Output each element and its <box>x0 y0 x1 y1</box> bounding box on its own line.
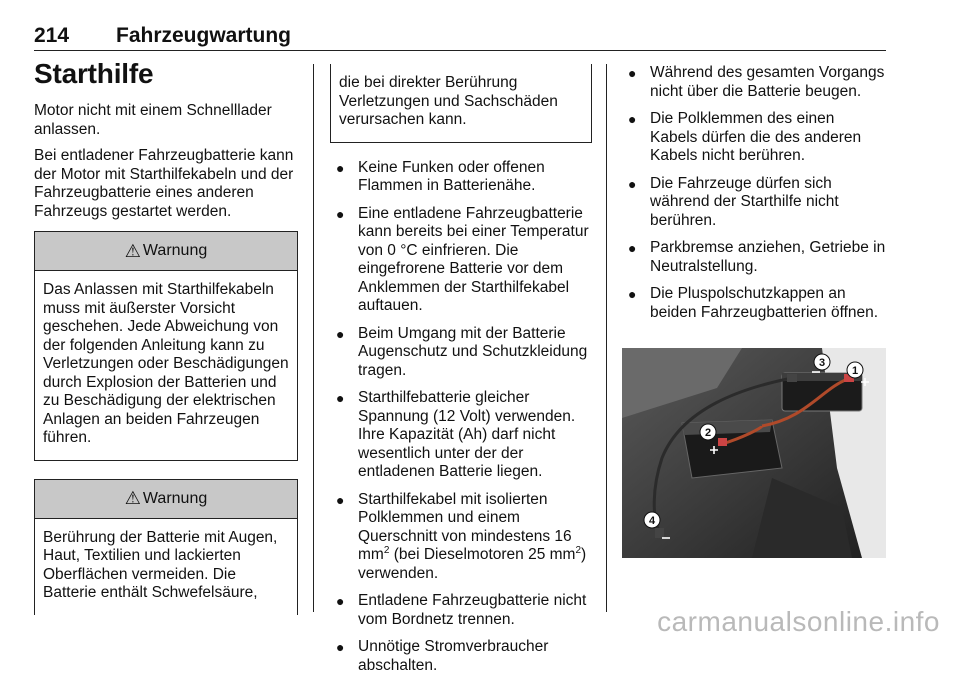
warning-header <box>35 480 297 519</box>
warning-header <box>35 232 297 271</box>
bullet-icon: ● <box>336 325 345 342</box>
warning-box <box>34 479 298 615</box>
list-item: ● Starthilfekabel mit isolierten Polklemmen und einem Querschnitt von mindestens 16 $mm^2$ (bei Dieselmotoren 25 $mm^2$) verwenden. <box>336 490 587 582</box>
bullet-icon: ● <box>336 593 345 609</box>
warning-text: Das Anlassen mit Starthilfekabeln muss mit äußerster Vorsicht geschehen. Jede Abweichung von der folgenden Anleitung kann zu Verletzungen oder Beschädigungen durch Explosion der Batterien und zu Beschädigung der elektrischen Anlagen an beiden Fahrzeugen führen. <box>43 281 289 446</box>
paragraph: Motor nicht mit einem Schnelllader anlassen. <box>34 102 272 138</box>
page-header <box>34 24 886 51</box>
bullet-icon: ● <box>628 240 637 256</box>
bullet-list <box>330 159 592 676</box>
jump-start-illustration <box>622 348 886 558</box>
page-number: 214 <box>34 24 70 47</box>
callout-3: 3 <box>818 357 826 369</box>
warning-box <box>34 231 298 461</box>
bullet-icon: ● <box>336 205 345 222</box>
bullet-icon: ● <box>336 390 345 406</box>
warning-icon: ⚠ <box>124 488 141 508</box>
bullet-icon: ● <box>628 286 637 302</box>
list-item: ● Starthilfebatterie gleicher Spannung (12 Volt) verwenden. Ihre Kapazität (Ah) darf nicht wesentlich unter der der entladenen Batterie liegen. <box>336 389 576 480</box>
callout-4: 4 <box>648 515 656 527</box>
list-item: ● Beim Umgang mit der Batterie Augenschutz und Schutzkleidung tragen. <box>336 324 588 379</box>
list-item: ● Die Fahrzeuge dürfen sich während der Starthilfe nicht berühren. <box>628 174 839 229</box>
bullet-icon: ● <box>628 65 637 81</box>
bullet-icon: ● <box>628 111 637 127</box>
paragraph: Bei entladener Fahrzeugbatterie kann der Motor mit Starthilfekabeln und der Fahrzeugbatterie eines anderen Fahrzeugs gestartet werden. <box>34 147 294 220</box>
list-item: ● Während des gesamten Vorgangs nicht über die Batterie beugen. <box>628 64 885 100</box>
column-3 <box>622 64 886 331</box>
bullet-icon: ● <box>336 159 345 176</box>
bullet-icon: ● <box>628 175 637 192</box>
list-item: ● Parkbremse anziehen, Getriebe in Neutralstellung. <box>628 239 886 275</box>
list-item: ● Eine entladene Fahrzeugbatterie kann bereits bei einer Temperatur von 0 °C einfrieren. Die eingefrorene Batterie vor dem Anklemmen der Starthilfekabel auftauen. <box>336 204 589 314</box>
bullet-icon: ● <box>336 491 345 508</box>
list-item: ● Keine Funken oder offenen Flammen in Batterienähe. <box>336 158 545 194</box>
column-2 <box>330 64 592 684</box>
list-item: ● Entladene Fahrzeugbatterie nicht vom Bordnetz trennen. <box>336 592 587 628</box>
chapter-title: Fahrzeugwartung <box>116 24 292 47</box>
column-divider <box>606 64 607 612</box>
bullet-list <box>622 64 886 322</box>
list-item: ● Unnötige Stromverbraucher abschalten. <box>336 638 549 674</box>
warning-continuation: die bei direkter Berührung Verletzungen und Sachschäden verursachen kann. <box>330 64 592 143</box>
callout-1: 1 <box>851 365 859 377</box>
column-divider <box>313 64 314 612</box>
section-title: Starthilfe <box>34 58 154 89</box>
warning-title: Warnung <box>142 489 208 507</box>
callout-2: 2 <box>704 427 712 439</box>
warning-title: Warnung <box>142 242 208 259</box>
bullet-icon: ● <box>336 639 345 655</box>
warning-icon: ⚠ <box>124 240 141 261</box>
list-item: ● Die Polklemmen des einen Kabels dürfen die des anderen Kabels nicht berühren. <box>628 110 862 164</box>
watermark: carmanualsonline.info <box>657 606 940 637</box>
column-1 <box>34 58 298 615</box>
warning-text: Berührung der Batterie mit Augen, Haut, Textilien und lackierten Oberflächen vermeiden. Die Batterie enthält Schwefelsäure, <box>43 528 278 601</box>
engine-bay-image <box>622 348 886 558</box>
list-item: ● Die Pluspolschutzkappen an beiden Fahrzeugbatterien öffnen. <box>628 285 879 321</box>
